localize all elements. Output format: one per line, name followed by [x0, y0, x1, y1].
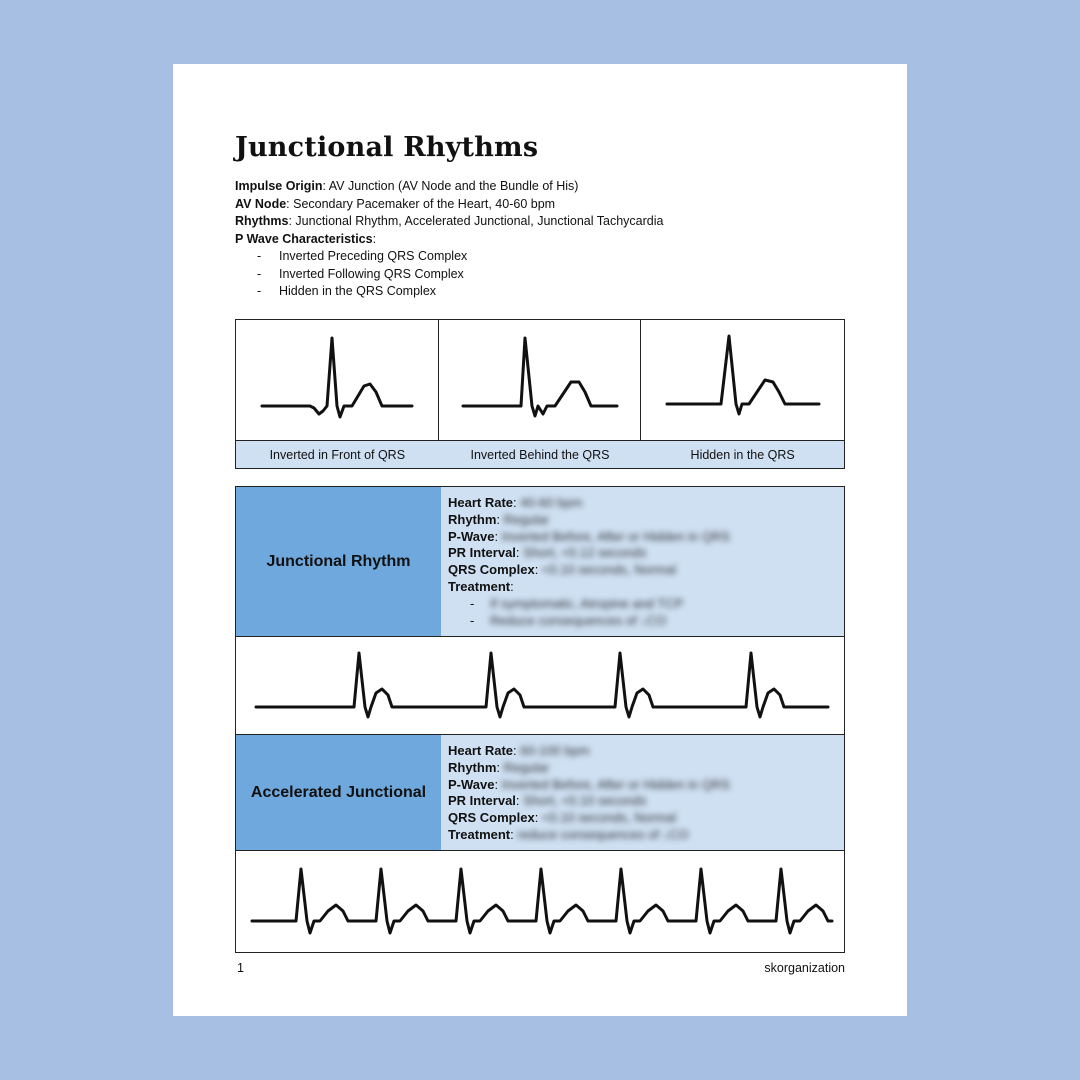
pr-interval-line: PR Interval: Short, <0.10 seconds	[448, 793, 647, 809]
ecg-waveform-icon	[439, 320, 642, 440]
ecg-waveform-icon	[641, 320, 844, 440]
heart-rate-line: Heart Rate: 40-60 bpm	[448, 495, 583, 510]
rhythms-line	[235, 213, 663, 231]
rhythm-details	[441, 487, 844, 636]
rhythm-line: Rhythm: Regular	[448, 759, 550, 775]
list-item	[470, 596, 844, 613]
heart-rate-value: 60-100 bpm	[520, 743, 590, 758]
ecg-strip-icon	[236, 851, 844, 954]
pwave-list	[235, 248, 663, 301]
rhythm-value: Regular	[503, 759, 550, 775]
document-page	[173, 64, 907, 1016]
qrs-label: QRS Complex	[448, 562, 535, 578]
av-node-value: : Secondary Pacemaker of the Heart, 40-60 bpm	[286, 196, 556, 211]
ecg-example-inverted-front	[236, 320, 439, 440]
treatment-line: Treatment:	[448, 578, 514, 594]
treatment-label: Treatment	[448, 826, 511, 842]
av-node-label: AV Node	[235, 196, 287, 211]
page-title: Junctional Rhythms	[235, 132, 539, 163]
rhythm-table	[235, 486, 845, 953]
list-item	[470, 613, 844, 630]
pr-interval-label: PR Interval	[448, 545, 516, 561]
heart-rate-line: Heart Rate: 60-100 bpm	[448, 743, 590, 758]
list-item: - Inverted Preceding QRS Complex	[257, 248, 663, 266]
ecg-example-hidden	[641, 320, 844, 440]
pwave-label: P-Wave	[448, 776, 495, 792]
list-item: - Hidden in the QRS Complex	[257, 283, 663, 301]
pr-interval-value: Short, <0.10 seconds	[523, 793, 647, 809]
treatment-item-text: Reduce consequences of ↓CO	[490, 612, 667, 628]
rhythm-details	[441, 735, 844, 850]
rhythm-label: Rhythm	[448, 511, 497, 527]
rhythm-name: Junctional Rhythm	[236, 487, 442, 636]
rhythm-value: Regular	[503, 511, 550, 527]
impulse-origin-label: Impulse Origin	[235, 179, 323, 193]
pwave-line	[235, 231, 663, 249]
rhythms-label: Rhythms	[235, 214, 289, 228]
page-number: 1	[237, 961, 244, 975]
ecg-example-inverted-behind	[439, 320, 642, 440]
rhythm-line: Rhythm: Regular	[448, 511, 550, 527]
intro-section	[235, 178, 663, 301]
impulse-origin-line	[235, 178, 663, 196]
pr-interval-label: PR Interval	[448, 793, 516, 809]
qrs-value: <0.10 seconds, Normal	[541, 562, 676, 578]
av-node-line	[235, 196, 663, 214]
qrs-value: <0.10 seconds, Normal	[541, 810, 676, 826]
qrs-label: QRS Complex	[448, 810, 535, 826]
heart-rate-label: Heart Rate	[448, 743, 514, 758]
rhythms-value: : Junctional Rhythm, Accelerated Junctional, Junctional Tachycardia	[288, 214, 664, 228]
impulse-origin-value: : AV Junction (AV Node and the Bundle of His)	[322, 179, 579, 193]
junctional-rhythm-row	[236, 487, 844, 637]
rhythm-label: Rhythm	[448, 759, 497, 775]
heart-rate-value: 40-60 bpm	[520, 495, 583, 510]
treatment-label: Treatment	[448, 578, 511, 594]
pwave-value: Inverted Before, After or Hidden in QRS	[501, 776, 731, 792]
ecg-strip-icon	[236, 637, 844, 735]
pwave-label: P Wave Characteristics	[235, 231, 373, 246]
caption-inverted-behind: Inverted Behind the QRS	[439, 440, 642, 468]
treatment-list	[448, 596, 844, 630]
ecg-waveform-icon	[236, 320, 439, 440]
pwave-line: P-Wave: Inverted Before, After or Hidden in QRS	[448, 528, 731, 544]
treatment-line: Treatment: reduce consequences of ↓CO	[448, 826, 689, 842]
pwave-value: Inverted Before, After or Hidden in QRS	[501, 528, 731, 544]
pwave-colon: :	[372, 231, 377, 246]
treatment-value: reduce consequences of ↓CO	[517, 826, 689, 842]
brand-footer: skorganization	[764, 961, 845, 975]
heart-rate-label: Heart Rate	[448, 495, 514, 510]
caption-inverted-front: Inverted in Front of QRS	[236, 440, 439, 468]
pr-interval-value: Short, <0.12 seconds	[523, 545, 647, 561]
junctional-rhythm-strip	[236, 637, 844, 735]
pwave-example-table	[235, 319, 845, 469]
treatment-item-text: If symptomatic, Atropine and TCP	[490, 595, 684, 611]
caption-hidden: Hidden in the QRS	[641, 440, 844, 468]
pwave-label: P-Wave	[448, 528, 495, 544]
qrs-line: QRS Complex: <0.10 seconds, Normal	[448, 810, 676, 826]
accelerated-junctional-strip	[236, 851, 844, 954]
pr-interval-line: PR Interval: Short, <0.12 seconds	[448, 545, 647, 561]
rhythm-name: Accelerated Junctional	[236, 735, 442, 850]
accelerated-junctional-row	[236, 735, 844, 851]
qrs-line: QRS Complex: <0.10 seconds, Normal	[448, 562, 676, 578]
pwave-line: P-Wave: Inverted Before, After or Hidden in QRS	[448, 776, 731, 792]
list-item: - Inverted Following QRS Complex	[257, 266, 663, 284]
